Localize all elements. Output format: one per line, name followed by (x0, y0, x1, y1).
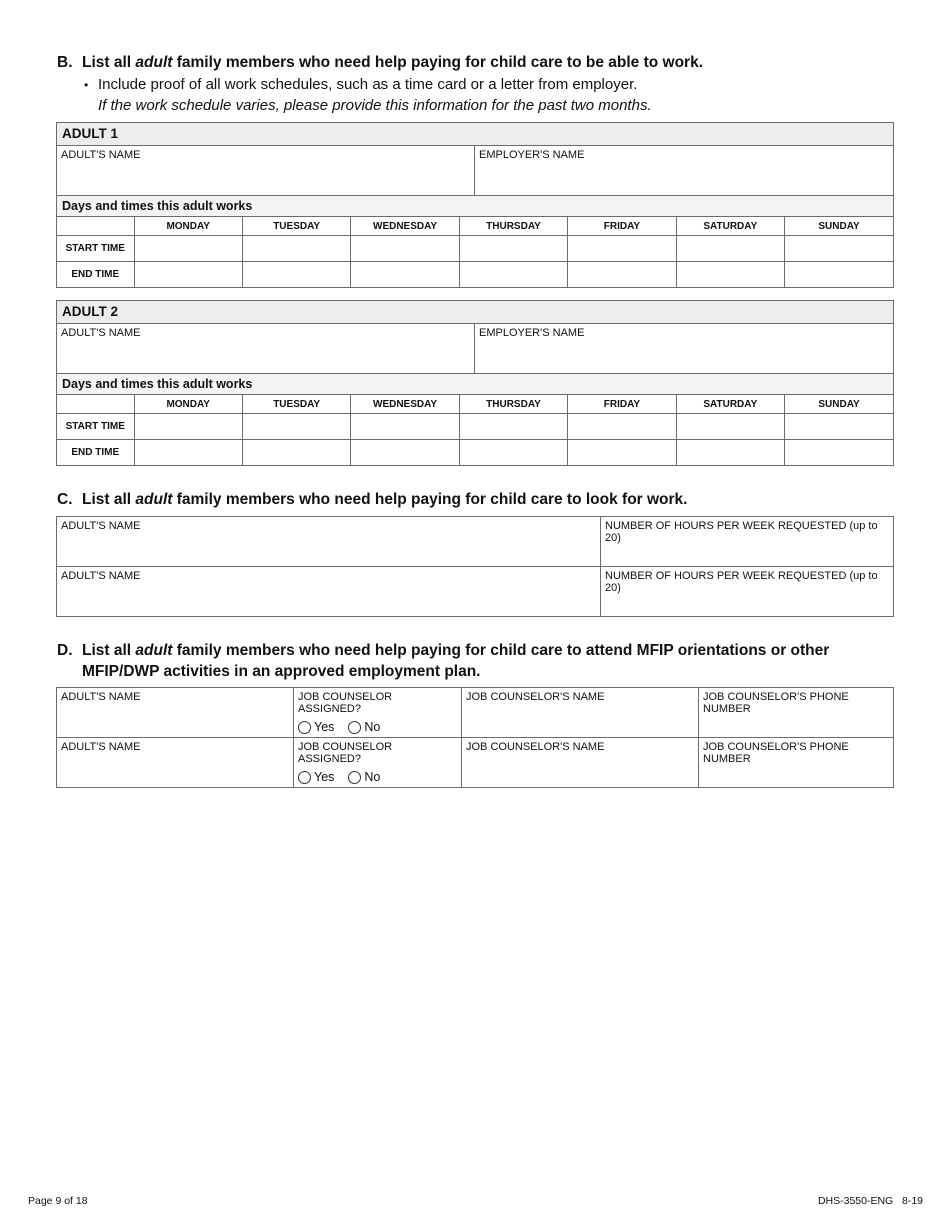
day-header: SATURDAY (676, 395, 784, 414)
end-time-input[interactable] (351, 440, 459, 466)
section-b-title-em: adult (135, 54, 173, 71)
adult-2-schedule-table (57, 395, 893, 465)
day-header: TUESDAY (242, 217, 350, 236)
section-d-title-post: family members who need help paying for child care to attend MFIP orientations or other (172, 642, 830, 659)
counselor-name-label: JOB COUNSELOR'S NAME (466, 691, 605, 703)
day-header: SUNDAY (785, 395, 893, 414)
end-time-input[interactable] (568, 440, 676, 466)
section-c-title-pre: List all (82, 491, 136, 508)
end-time-label: END TIME (57, 262, 134, 288)
end-time-row (57, 440, 893, 466)
counselor-phone-field[interactable] (699, 688, 893, 737)
section-b-title-post: family members who need help paying for child care to be able to work. (172, 54, 704, 71)
start-time-input[interactable] (134, 236, 242, 262)
day-header: THURSDAY (459, 395, 567, 414)
start-time-input[interactable] (568, 236, 676, 262)
adult-2-employer-label: EMPLOYER'S NAME (479, 327, 585, 339)
section-b-bullet (84, 74, 637, 96)
adult-2-days-heading: Days and times this adult works (57, 374, 893, 395)
radio-circle-icon[interactable] (298, 771, 311, 784)
end-time-input[interactable] (459, 262, 567, 288)
day-header: FRIDAY (568, 395, 676, 414)
look-for-work-name-field[interactable] (57, 567, 601, 616)
section-c-row (57, 566, 893, 616)
counselor-name-label: JOB COUNSELOR'S NAME (466, 741, 605, 753)
adult-2-name-field[interactable] (57, 324, 475, 373)
mfip-adult-name-field[interactable] (57, 688, 294, 737)
section-d-letter: D. (57, 642, 73, 659)
yes-label: Yes (314, 720, 335, 734)
schedule-corner-cell (57, 395, 134, 414)
no-label: No (364, 720, 381, 734)
day-header: WEDNESDAY (351, 217, 459, 236)
end-time-input[interactable] (676, 262, 784, 288)
counselor-name-field[interactable] (462, 688, 699, 737)
hours-requested-field[interactable] (601, 567, 893, 616)
section-d-title-pre: List all (82, 642, 136, 659)
end-time-input[interactable] (134, 262, 242, 288)
mfip-adult-name-label: ADULT'S NAME (61, 741, 141, 753)
hours-requested-field[interactable] (601, 517, 893, 566)
section-d-title-em: adult (135, 642, 173, 659)
counselor-name-field[interactable] (462, 738, 699, 787)
section-b-title-pre: List all (82, 54, 136, 71)
counselor-phone-field[interactable] (699, 738, 893, 787)
section-d-title-line2: MFIP/DWP activities in an approved employment plan. (82, 663, 481, 680)
section-c-title (57, 489, 688, 510)
day-header: SUNDAY (785, 217, 893, 236)
start-time-input[interactable] (676, 236, 784, 262)
end-time-row (57, 262, 893, 288)
end-time-input[interactable] (242, 262, 350, 288)
section-b-bullet-text: Include proof of all work schedules, such as a time card or a letter from employer. (98, 76, 638, 93)
end-time-label: END TIME (57, 440, 134, 466)
adult-1-employer-label: EMPLOYER'S NAME (479, 149, 585, 161)
yes-label: Yes (314, 770, 335, 784)
start-time-input[interactable] (568, 414, 676, 440)
counselor-phone-label: JOB COUNSELOR'S PHONE NUMBER (703, 691, 849, 715)
day-header: SATURDAY (676, 217, 784, 236)
section-b-note: If the work schedule varies, please provide this information for the past two months. (98, 97, 652, 114)
section-d-row (57, 688, 893, 737)
counselor-phone-label: JOB COUNSELOR'S PHONE NUMBER (703, 741, 849, 765)
section-c-title-post: family members who need help paying for child care to look for work. (172, 491, 688, 508)
radio-circle-icon[interactable] (298, 721, 311, 734)
hours-requested-label: NUMBER OF HOURS PER WEEK REQUESTED (up to 20) (605, 570, 878, 594)
adult-2-name-label: ADULT'S NAME (61, 327, 141, 339)
schedule-corner-cell (57, 217, 134, 236)
section-c-title-em: adult (135, 491, 173, 508)
day-header: TUESDAY (242, 395, 350, 414)
end-time-input[interactable] (351, 262, 459, 288)
start-time-input[interactable] (242, 236, 350, 262)
start-time-input[interactable] (459, 236, 567, 262)
counselor-assigned-cell (294, 738, 462, 787)
day-header: WEDNESDAY (351, 395, 459, 414)
end-time-input[interactable] (785, 262, 893, 288)
adult-2-heading: ADULT 2 (57, 301, 893, 324)
counselor-assigned-cell (294, 688, 462, 737)
adult-2-employer-field[interactable] (475, 324, 893, 373)
start-time-input[interactable] (459, 414, 567, 440)
section-c-letter: C. (57, 491, 73, 508)
end-time-input[interactable] (785, 440, 893, 466)
adult-1-employer-field[interactable] (475, 146, 893, 195)
adult-1-schedule-table (57, 217, 893, 287)
mfip-adult-name-field[interactable] (57, 738, 294, 787)
radio-circle-icon[interactable] (348, 721, 361, 734)
schedule-day-header-row (57, 217, 893, 236)
mfip-adult-name-label: ADULT'S NAME (61, 691, 141, 703)
counselor-assigned-no[interactable] (348, 770, 380, 784)
start-time-input[interactable] (242, 414, 350, 440)
adult-2-block (56, 300, 894, 466)
day-header: MONDAY (134, 217, 242, 236)
section-d-title (57, 640, 829, 682)
end-time-input[interactable] (242, 440, 350, 466)
adult-1-heading: ADULT 1 (57, 123, 893, 146)
day-header: MONDAY (134, 395, 242, 414)
day-header: THURSDAY (459, 217, 567, 236)
start-time-input[interactable] (351, 414, 459, 440)
counselor-assigned-yes[interactable] (298, 720, 334, 734)
radio-circle-icon[interactable] (348, 771, 361, 784)
start-time-input[interactable] (785, 414, 893, 440)
section-b-title (57, 52, 703, 73)
adult-1-name-label: ADULT'S NAME (61, 149, 141, 161)
form-id: DHS-3550-ENG 8-19 (817, 1195, 923, 1207)
look-for-work-name-field[interactable] (57, 517, 601, 566)
section-b-letter: B. (57, 54, 73, 71)
end-time-input[interactable] (459, 440, 567, 466)
start-time-input[interactable] (134, 414, 242, 440)
start-time-row (57, 236, 893, 262)
counselor-assigned-label: JOB COUNSELOR ASSIGNED? (298, 741, 393, 765)
hours-requested-label: NUMBER OF HOURS PER WEEK REQUESTED (up to 20) (605, 520, 878, 544)
adult-1-days-heading: Days and times this adult works (57, 196, 893, 217)
no-label: No (364, 770, 381, 784)
start-time-input[interactable] (351, 236, 459, 262)
adult-1-name-field[interactable] (57, 146, 475, 195)
section-c-table (56, 516, 894, 617)
end-time-input[interactable] (676, 440, 784, 466)
start-time-label: START TIME (57, 236, 134, 262)
counselor-assigned-no[interactable] (348, 720, 380, 734)
schedule-day-header-row (57, 395, 893, 414)
section-d-table (56, 687, 894, 788)
end-time-input[interactable] (134, 440, 242, 466)
look-for-work-name-label: ADULT'S NAME (61, 520, 141, 532)
start-time-input[interactable] (676, 414, 784, 440)
end-time-input[interactable] (568, 262, 676, 288)
start-time-row (57, 414, 893, 440)
start-time-input[interactable] (785, 236, 893, 262)
adult-1-block (56, 122, 894, 288)
section-d-row (57, 737, 893, 787)
start-time-label: START TIME (57, 414, 134, 440)
look-for-work-name-label: ADULT'S NAME (61, 570, 141, 582)
bullet-icon: • (84, 78, 89, 92)
counselor-assigned-label: JOB COUNSELOR ASSIGNED? (298, 691, 393, 715)
section-c-row (57, 517, 893, 566)
page-number: Page 9 of 18 (28, 1195, 88, 1207)
counselor-assigned-yes[interactable] (298, 770, 334, 784)
day-header: FRIDAY (568, 217, 676, 236)
